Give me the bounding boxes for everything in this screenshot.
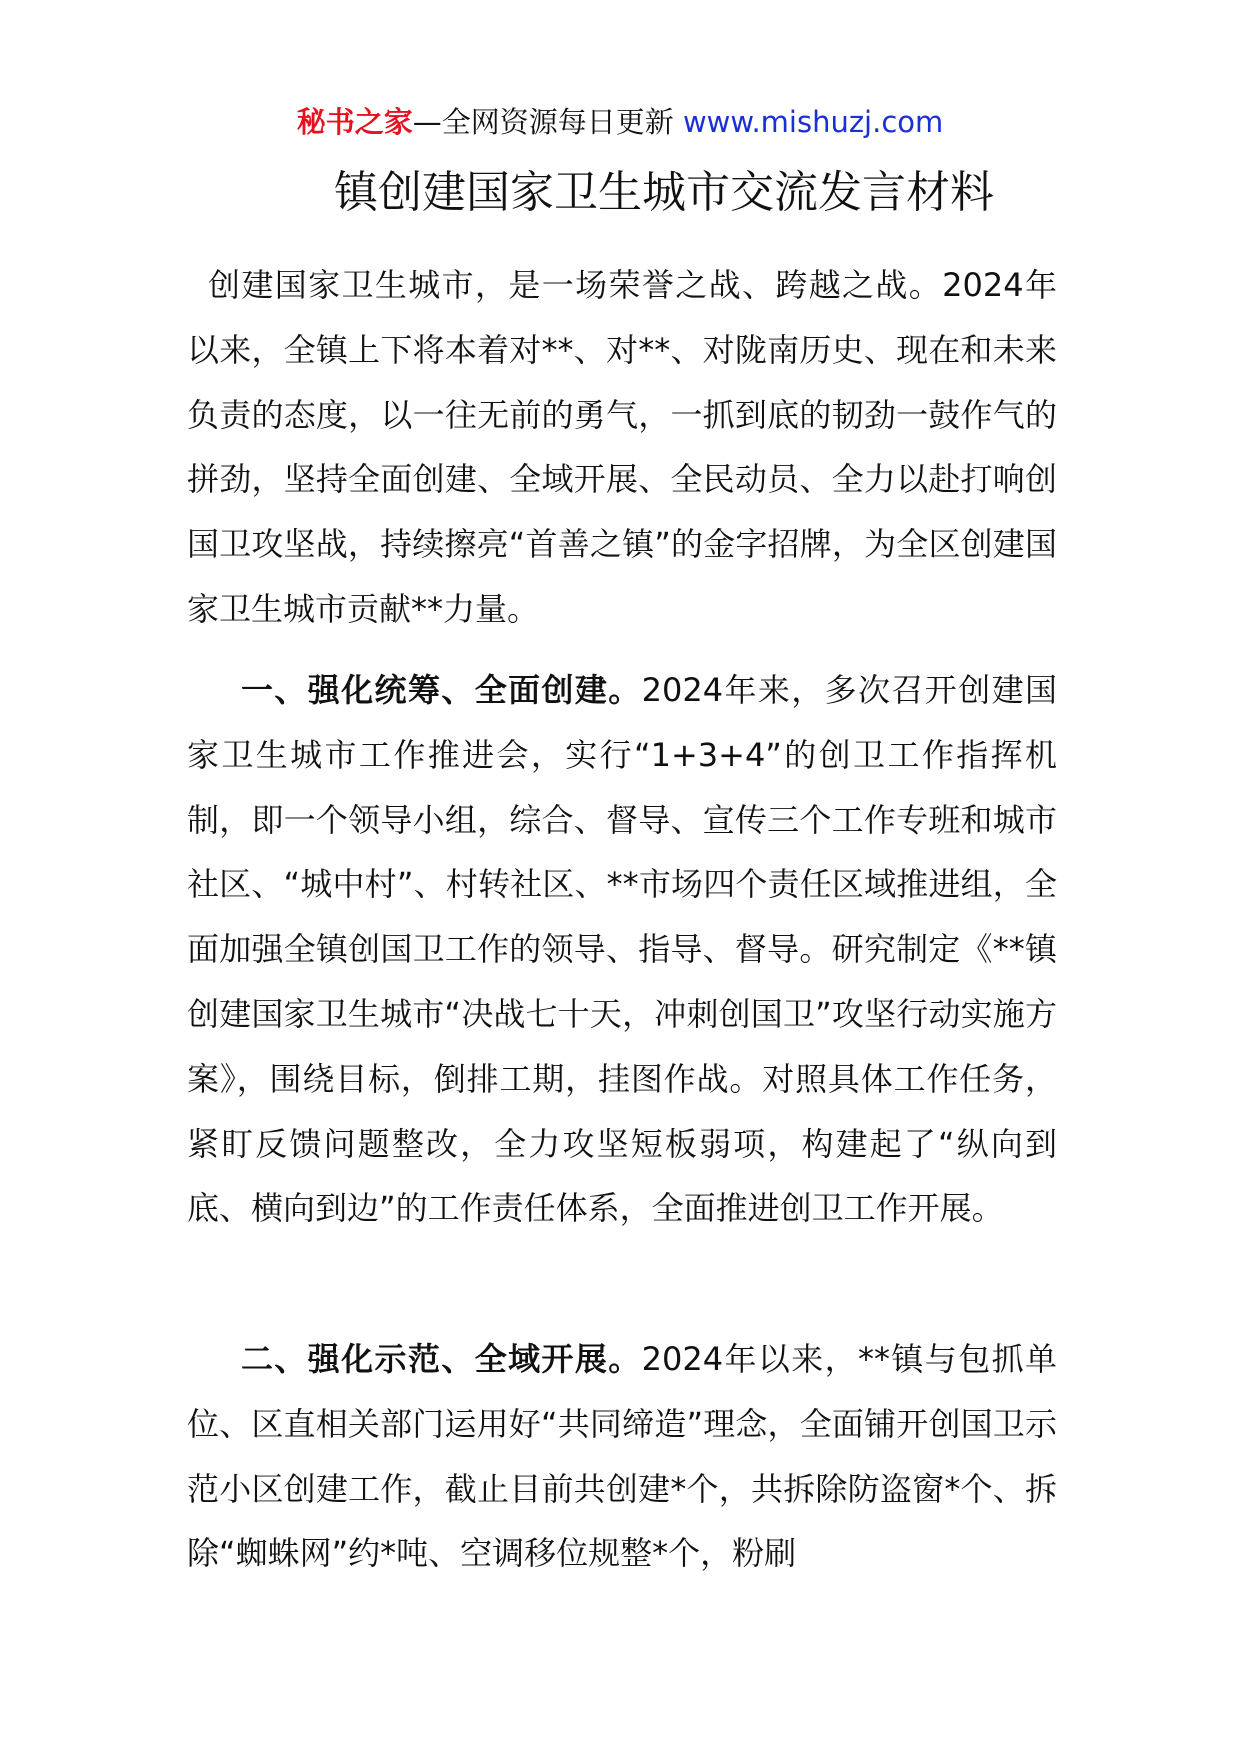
- paragraph-text: 2024年以来，**镇与包抓单位、区直相关部门运用好“共同缔造”理念，全面铺开创国卫示范小区创建工作，截止目前共创建*个，共拆除防盗窗*个、拆除“蜘蛛网”约*吨、空调移位规整*个，粉刷: [187, 1340, 1057, 1573]
- section-heading: 一、强化统筹、全面创建。: [241, 671, 642, 709]
- section-heading: 二、强化示范、全域开展。: [241, 1340, 642, 1378]
- document-title: 镇创建国家卫生城市交流发言材料: [334, 167, 994, 218]
- brand-name: 秘书之家: [296, 105, 413, 139]
- paragraph-text: 2024年来，多次召开创建国家卫生城市工作推进会，实行“1+3+4”的创卫工作指挥机制，即一个领导小组，综合、督导、宣传三个工作专班和城市社区、“城中村”、村转社区、**市场四个责任区域推进组，全面加强全镇创国卫工作的领导、指导、督导。研究制定《**镇创建国家卫生城市“决战七十天，冲刺创国卫”攻坚行动实施方案》，围绕目标，倒排工期，挂图作战。对照具体工作任务，紧盯反馈问题整改，全力攻坚短板弱项，构建起了“纵向到底、横向到边”的工作责任体系，全面推进创卫工作开展。: [187, 671, 1057, 1228]
- brand-slogan: —全网资源每日更新: [412, 105, 674, 139]
- paragraph-intro: [187, 253, 1057, 642]
- paragraph-section-2: [187, 1327, 1057, 1586]
- paragraph-section-1: [187, 658, 1057, 1241]
- site-url[interactable]: www.mishuzj.com: [682, 105, 944, 139]
- site-watermark-header: [0, 102, 1240, 142]
- paragraph-text: 创建国家卫生城市，是一场荣誉之战、跨越之战。2024年以来，全镇上下将本着对**、对**、对陇南历史、现在和未来负责的态度，以一往无前的勇气，一抓到底的韧劲一鼓作气的拼劲，坚持全面创建、全域开展、全民动员、全力以赴打响创国卫攻坚战，持续擦亮“首善之镇”的金字招牌，为全区创建国家卫生城市贡献**力量。: [187, 266, 1057, 628]
